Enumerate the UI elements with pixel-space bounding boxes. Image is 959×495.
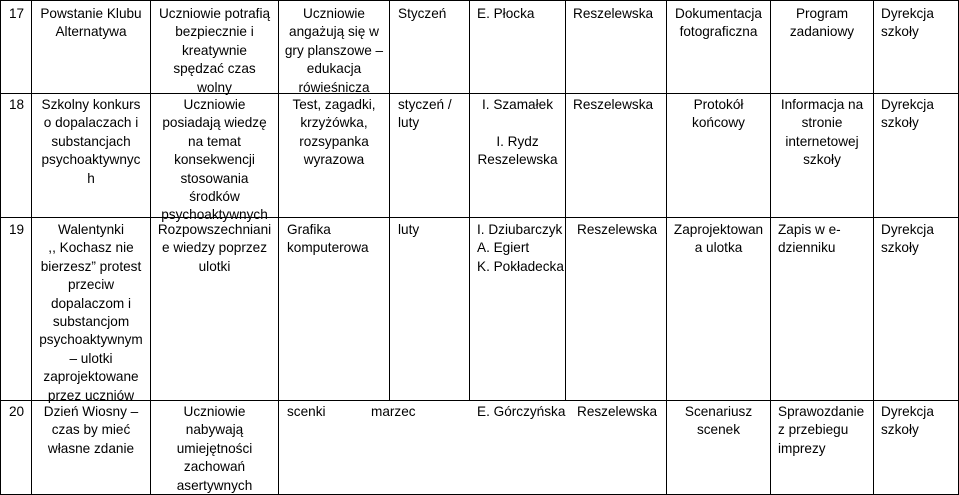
coordinator-cell: Reszelewska	[577, 404, 658, 419]
date-cell: Styczeń	[398, 6, 447, 21]
supervisor-cell: Dyrekcja szkoły	[881, 6, 934, 40]
responsible-cell: E. Górczyńska	[477, 404, 566, 419]
form-cell: Test, zagadki, krzyżówka, rozsypanka wyrazowa	[292, 97, 376, 168]
outcome-cell: Zapis w e- dzienniku	[778, 222, 841, 256]
outcome-cell: Program zadaniowy	[789, 6, 855, 40]
supervisor-cell: Dyrekcja szkoły	[881, 97, 934, 131]
goal-cell: Rozpowszechniani e wiedzy poprzez ulotki	[157, 222, 272, 274]
form-cell: Uczniowie angażują się w gry planszowe – edukacja rówieśnicza	[284, 6, 384, 95]
topic-cell: Powstanie Klubu Alternatywa	[40, 6, 142, 40]
date-cell: marzec	[371, 404, 416, 419]
outcome-cell: Sprawozdanie z przebiegu imprezy	[778, 404, 865, 456]
evidence-cell: Zaprojektowan a ulotka	[673, 222, 764, 256]
row-number: 19	[9, 222, 25, 237]
coordinator-cell: Reszelewska	[573, 6, 654, 21]
row-number: 18	[9, 97, 25, 112]
form-cell: Grafika komputerowa	[287, 222, 369, 256]
supervisor-cell: Dyrekcja szkoły	[881, 222, 934, 256]
goal-cell: Uczniowie nabywają umiejętności zachowań asertywnych	[176, 404, 253, 493]
topic-cell: Szkolny konkurs o dopalaczach i substancjach psychoaktywnyc h	[41, 97, 141, 186]
responsible-cell: I. Dziubarczyk A. Egiert K. Pokładecka	[477, 222, 564, 274]
date-cell: luty	[398, 222, 420, 237]
coordinator-cell: Reszelewska	[573, 97, 654, 112]
outcome-cell: Informacja na stronie internetowej szkoły	[780, 97, 864, 168]
topic-cell: Dzień Wiosny – czas by mieć własne zdanie	[43, 404, 139, 456]
topic-cell: Walentynki ,, Kochasz nie bierzesz” protest przeciw dopalaczom i substancjom psychoaktywnym – ulotki zaprojektowane przez uczniów	[39, 222, 143, 403]
row-number: 20	[9, 404, 25, 419]
evidence-cell: Protokół końcowy	[692, 97, 745, 131]
form-cell: scenki	[287, 404, 326, 419]
responsible-cell: I. Szamałek I. Rydz Reszelewska	[477, 97, 558, 168]
evidence-cell: Scenariusz scenek	[684, 404, 753, 438]
goal-cell: Uczniowie posiadają wiedzę na temat konsekwencji stosowania środków psychoaktywnych	[161, 97, 268, 223]
evidence-cell: Dokumentacja fotograficzna	[675, 6, 762, 40]
responsible-cell: E. Płocka	[477, 6, 535, 21]
coordinator-cell: Reszelewska	[577, 222, 658, 237]
supervisor-cell: Dyrekcja szkoły	[881, 404, 934, 438]
date-cell: styczeń / luty	[398, 97, 452, 131]
row-number: 17	[9, 6, 25, 21]
goal-cell: Uczniowie potrafią bezpiecznie i kreatywnie spędzać czas wolny	[158, 6, 271, 95]
